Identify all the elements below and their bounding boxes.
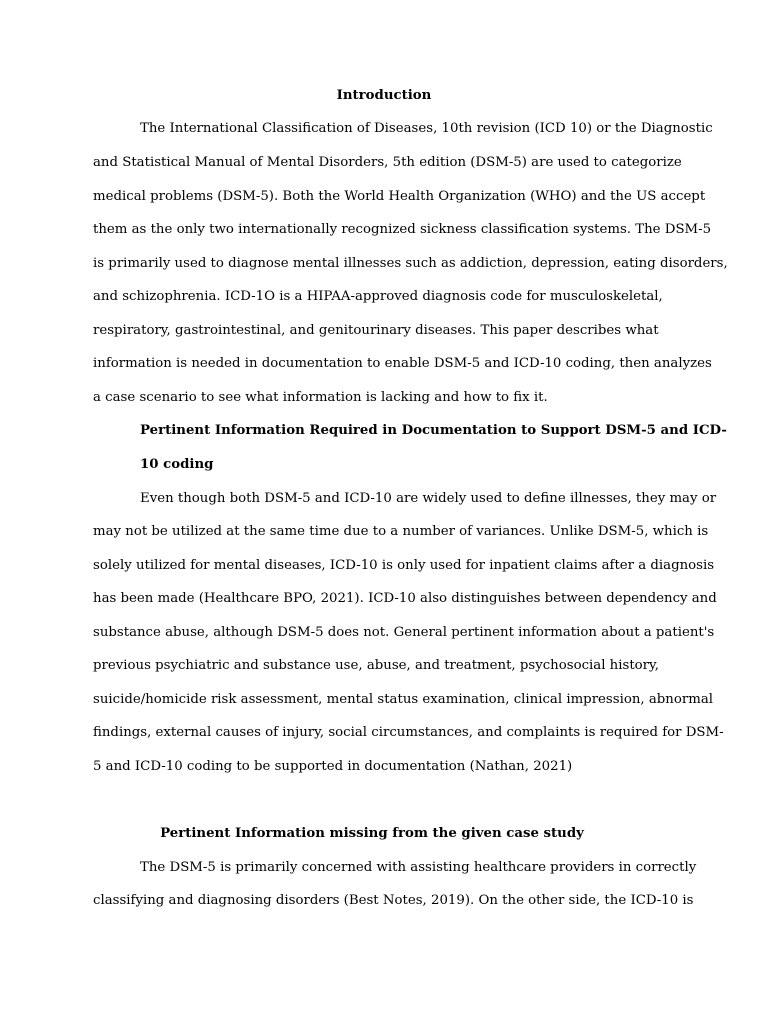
intro-line: information is needed in documentation to enable DSM-5 and ICD-10 coding, then analyzes xyxy=(93,356,712,371)
heading-pertinent-information: Pertinent Information Required in Documentation to Support DSM-5 and ICD- xyxy=(140,423,727,438)
pertinent-line: substance abuse, although DSM-5 does not. General pertinent information about a patient's xyxy=(93,625,715,640)
missing-line: The DSM-5 is primarily concerned with assisting healthcare providers in correctly xyxy=(140,860,697,875)
pertinent-line: suicide/homicide risk assessment, mental status examination, clinical impression, abnormal xyxy=(93,692,713,707)
intro-line: them as the only two internationally recognized sickness classification systems. The DSM-5 xyxy=(93,222,712,237)
intro-line: medical problems (DSM-5). Both the World Health Organization (WHO) and the US accept xyxy=(93,189,706,204)
heading-missing-information: Pertinent Information missing from the given case study xyxy=(160,826,584,841)
intro-line: and schizophrenia. ICD-1O is a HIPAA-approved diagnosis code for musculoskeletal, xyxy=(93,289,663,304)
intro-line: and Statistical Manual of Mental Disorders, 5th edition (DSM-5) are used to categorize xyxy=(93,155,682,170)
pertinent-line: findings, external causes of injury, social circumstances, and complaints is required for DSM- xyxy=(93,725,724,740)
missing-line: classifying and diagnosing disorders (Best Notes, 2019). On the other side, the ICD-10 is xyxy=(93,893,694,908)
pertinent-line: previous psychiatric and substance use, abuse, and treatment, psychosocial history, xyxy=(93,658,660,673)
intro-line: is primarily used to diagnose mental illnesses such as addiction, depression, eating disorders, xyxy=(93,256,728,271)
pertinent-line: Even though both DSM-5 and ICD-10 are widely used to define illnesses, they may or xyxy=(140,491,717,506)
pertinent-line: 5 and ICD-10 coding to be supported in documentation (Nathan, 2021) xyxy=(93,759,573,774)
pertinent-line: has been made (Healthcare BPO, 2021). ICD-10 also distinguishes between dependency and xyxy=(93,591,717,606)
heading-pertinent-information-cont: 10 coding xyxy=(140,457,214,472)
intro-line: The International Classification of Diseases, 10th revision (ICD 10) or the Diagnostic xyxy=(140,121,713,136)
heading-introduction: Introduction xyxy=(336,88,432,103)
intro-line: a case scenario to see what information is lacking and how to fix it. xyxy=(93,390,548,405)
pertinent-line: may not be utilized at the same time due to a number of variances. Unlike DSM-5, which is xyxy=(93,524,709,539)
pertinent-line: solely utilized for mental diseases, ICD-10 is only used for inpatient claims after a diagnosis xyxy=(93,558,715,573)
intro-line: respiratory, gastrointestinal, and genitourinary diseases. This paper describes what xyxy=(93,323,659,338)
